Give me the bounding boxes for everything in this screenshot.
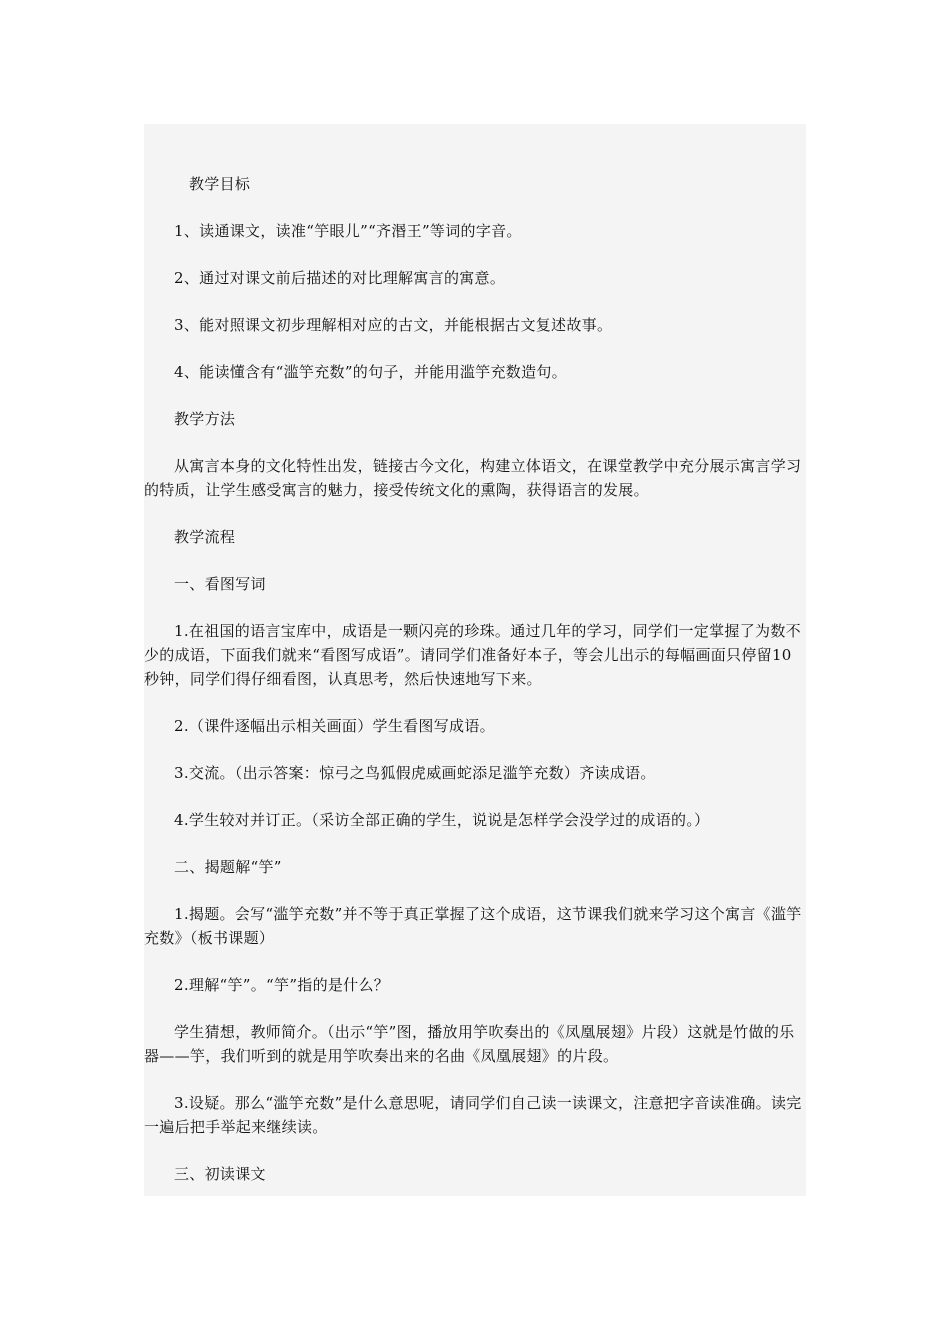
section-heading-objectives: 教学目标 — [189, 175, 251, 193]
section-heading-process: 教学流程 — [174, 528, 236, 546]
step-heading: 三、初读课文 — [174, 1165, 266, 1183]
step-paragraph: 2.理解“竽”。“竽”指的是什么？ — [174, 976, 390, 994]
step-paragraph: 3.设疑。那么“滥竽充数”是什么意思呢，请同学们自己读一读课文，注意把字音读准确。读完一遍后把手举起来继续读。 — [144, 1094, 802, 1136]
step-paragraph: 1.揭题。会写“滥竽充数”并不等于真正掌握了这个成语，这节课我们就来学习这个寓言《滥竽充数》（板书课题） — [144, 905, 802, 947]
step-paragraph: 2.（课件逐幅出示相关画面）学生看图写成语。 — [174, 717, 495, 735]
objective-item: 2、通过对课文前后描述的对比理解寓言的寓意。 — [174, 269, 506, 287]
step-paragraph: 1.在祖国的语言宝库中，成语是一颗闪亮的珍珠。通过几年的学习，同学们一定掌握了为数不少的成语，下面我们就来“看图写成语”。请同学们准备好本子，等会儿出示的每幅画面只停留10秒钟，同学们得仔细看图，认真思考，然后快速地写下来。 — [144, 622, 801, 688]
step-heading: 一、看图写词 — [174, 575, 266, 593]
step-paragraph: 3.交流。（出示答案：惊弓之鸟狐假虎威画蛇添足滥竽充数）齐读成语。 — [174, 764, 656, 782]
methods-paragraph: 从寓言本身的文化特性出发，链接古今文化，构建立体语文，在课堂教学中充分展示寓言学习的特质，让学生感受寓言的魅力，接受传统文化的熏陶，获得语言的发展。 — [144, 457, 802, 499]
section-heading-methods: 教学方法 — [174, 410, 236, 428]
document-page — [144, 124, 806, 1196]
step-paragraph: 4.学生较对并订正。（采访全部正确的学生，说说是怎样学会没学过的成语的。） — [174, 811, 710, 829]
step-paragraph: 学生猜想，教师简介。（出示“竽”图，播放用竽吹奏出的《凤凰展翅》片段）这就是竹做的乐器——竽，我们听到的就是用竽吹奏出来的名曲《凤凰展翅》的片段。 — [144, 1023, 795, 1065]
objective-item: 4、能读懂含有“滥竽充数”的句子，并能用滥竽充数造句。 — [174, 363, 567, 381]
objective-item: 3、能对照课文初步理解相对应的古文，并能根据古文复述故事。 — [174, 316, 613, 334]
objective-item: 1、读通课文，读准“竽眼儿”“齐湣王”等词的字音。 — [174, 222, 522, 240]
step-heading: 二、揭题解“竽” — [174, 858, 282, 876]
